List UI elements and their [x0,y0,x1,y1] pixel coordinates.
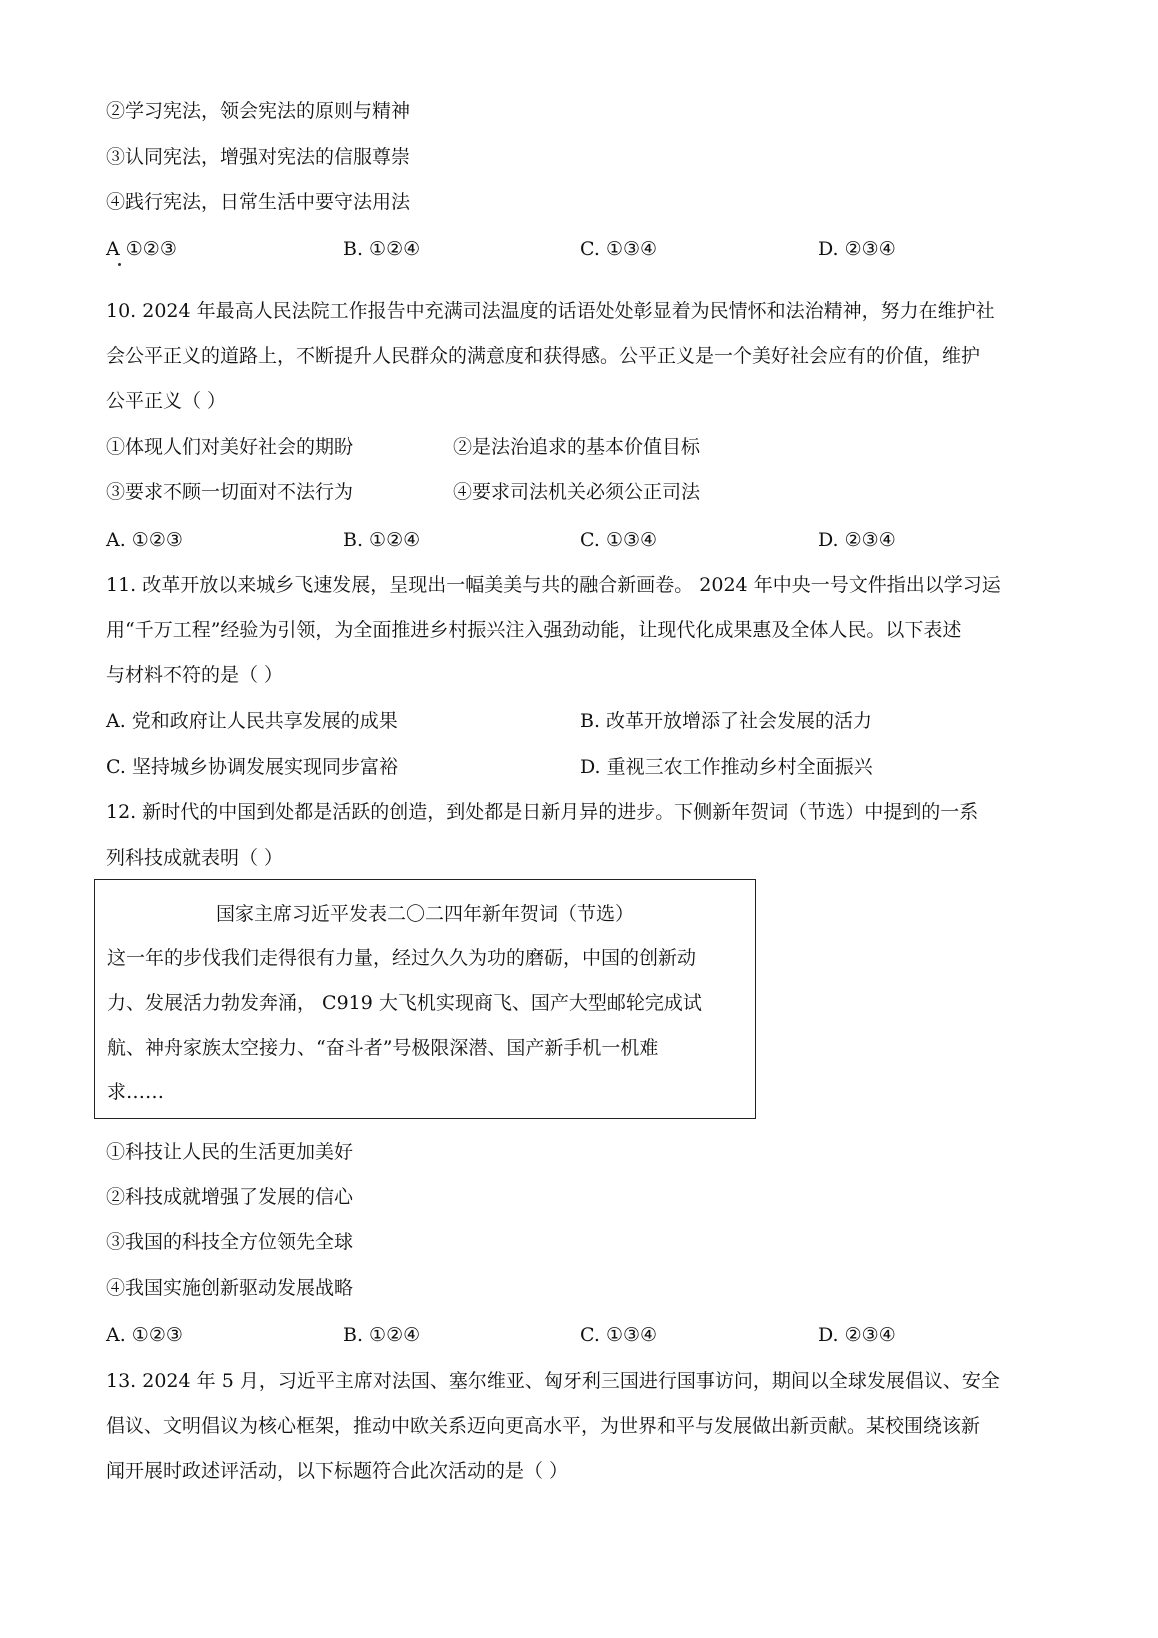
q12-statement-4: ④我国实施创新驱动发展战略 [106,1277,354,1299]
q10-stem-line-2: 会公平正义的道路上，不断提升人民群众的满意度和获得感。公平正义是一个美好社会应有的价值，维护 [106,345,981,367]
excerpt-title: 国家主席习近平发表二〇二四年新年贺词（节选） [215,903,634,925]
excerpt-line-2: 力、发展活力勃发奔涌， C919 大飞机实现商飞、国产大型邮轮完成试 [107,992,702,1014]
q12-stem-line-2: 列科技成就表明（ ） [106,847,284,869]
q11-stem-line-3: 与材料不符的是（ ） [106,664,284,686]
q9-option-a: A ①②③ [106,238,177,260]
q13-stem-line-2: 倡议、文明倡议为核心框架，推动中欧关系迈向更高水平，为世界和平与发展做出新贡献。某校围绕该新 [106,1415,981,1437]
q10-statement-2: ②是法治追求的基本价值目标 [453,436,701,458]
new-year-speech-excerpt-box [94,879,756,1119]
q10-option-c: C. ①③④ [580,529,658,551]
q11-option-d: D. 重视三农工作推动乡村全面振兴 [580,756,873,778]
q13-stem-line-3: 闻开展时政述评活动，以下标题符合此次活动的是（ ） [106,1460,569,1482]
q10-option-a: A. ①②③ [106,529,183,551]
q9-statement-2: ②学习宪法，领会宪法的原则与精神 [106,100,411,122]
q11-stem-line-1: 11. 改革开放以来城乡飞速发展，呈现出一幅美美与共的融合新画卷。 2024 年中央一号文件指出以学习运 [106,574,1001,596]
q11-option-c: C. 坚持城乡协调发展实现同步富裕 [106,756,398,778]
q12-statement-1: ①科技让人民的生活更加美好 [106,1141,354,1163]
q10-option-d: D. ②③④ [818,529,896,551]
q9-option-b: B. ①②④ [343,238,421,260]
q12-option-a: A. ①②③ [106,1324,183,1346]
q12-statement-3: ③我国的科技全方位领先全球 [106,1231,354,1253]
q11-option-b: B. 改革开放增添了社会发展的活力 [580,710,873,732]
q10-stem-line-3: 公平正义（ ） [106,390,227,412]
q12-statement-2: ②科技成就增强了发展的信心 [106,1186,354,1208]
q11-stem-line-2: 用“千万工程”经验为引领，为全面推进乡村振兴注入强劲动能，让现代化成果惠及全体人民。以下表述 [106,619,962,641]
q9-statement-3: ③认同宪法，增强对宪法的信服尊崇 [106,146,411,168]
q9-option-d: D. ②③④ [818,238,896,260]
q13-stem-line-1: 13. 2024 年 5 月，习近平主席对法国、塞尔维亚、匈牙利三国进行国事访问，期间以全球发展倡议、安全 [106,1370,1000,1392]
q12-option-c: C. ①③④ [580,1324,658,1346]
excerpt-line-3: 航、神舟家族太空接力、“奋斗者”号极限深潜、国产新手机一机难 [107,1037,659,1059]
q12-option-d: D. ②③④ [818,1324,896,1346]
q9-option-c: C. ①③④ [580,238,658,260]
excerpt-line-4: 求…… [107,1081,165,1103]
q10-statement-1: ①体现人们对美好社会的期盼 [106,436,354,458]
excerpt-line-1: 这一年的步伐我们走得很有力量，经过久久为功的磨砺，中国的创新动 [107,947,697,969]
q12-option-b: B. ①②④ [343,1324,421,1346]
q11-option-a: A. 党和政府让人民共享发展的成果 [106,710,398,732]
q10-statement-3: ③要求不顾一切面对不法行为 [106,481,354,503]
q10-option-b: B. ①②④ [343,529,421,551]
q10-statement-4: ④要求司法机关必须公正司法 [453,481,701,503]
q9-statement-4: ④践行宪法，日常生活中要守法用法 [106,191,411,213]
q12-stem-line-1: 12. 新时代的中国到处都是活跃的创造，到处都是日新月异的进步。下侧新年贺词（节选）中提到的一系 [106,801,979,823]
q10-stem-line-1: 10. 2024 年最高人民法院工作报告中充满司法温度的话语处处彰显着为民情怀和法治精神，努力在维护社 [106,300,995,322]
stray-dot [118,263,121,266]
